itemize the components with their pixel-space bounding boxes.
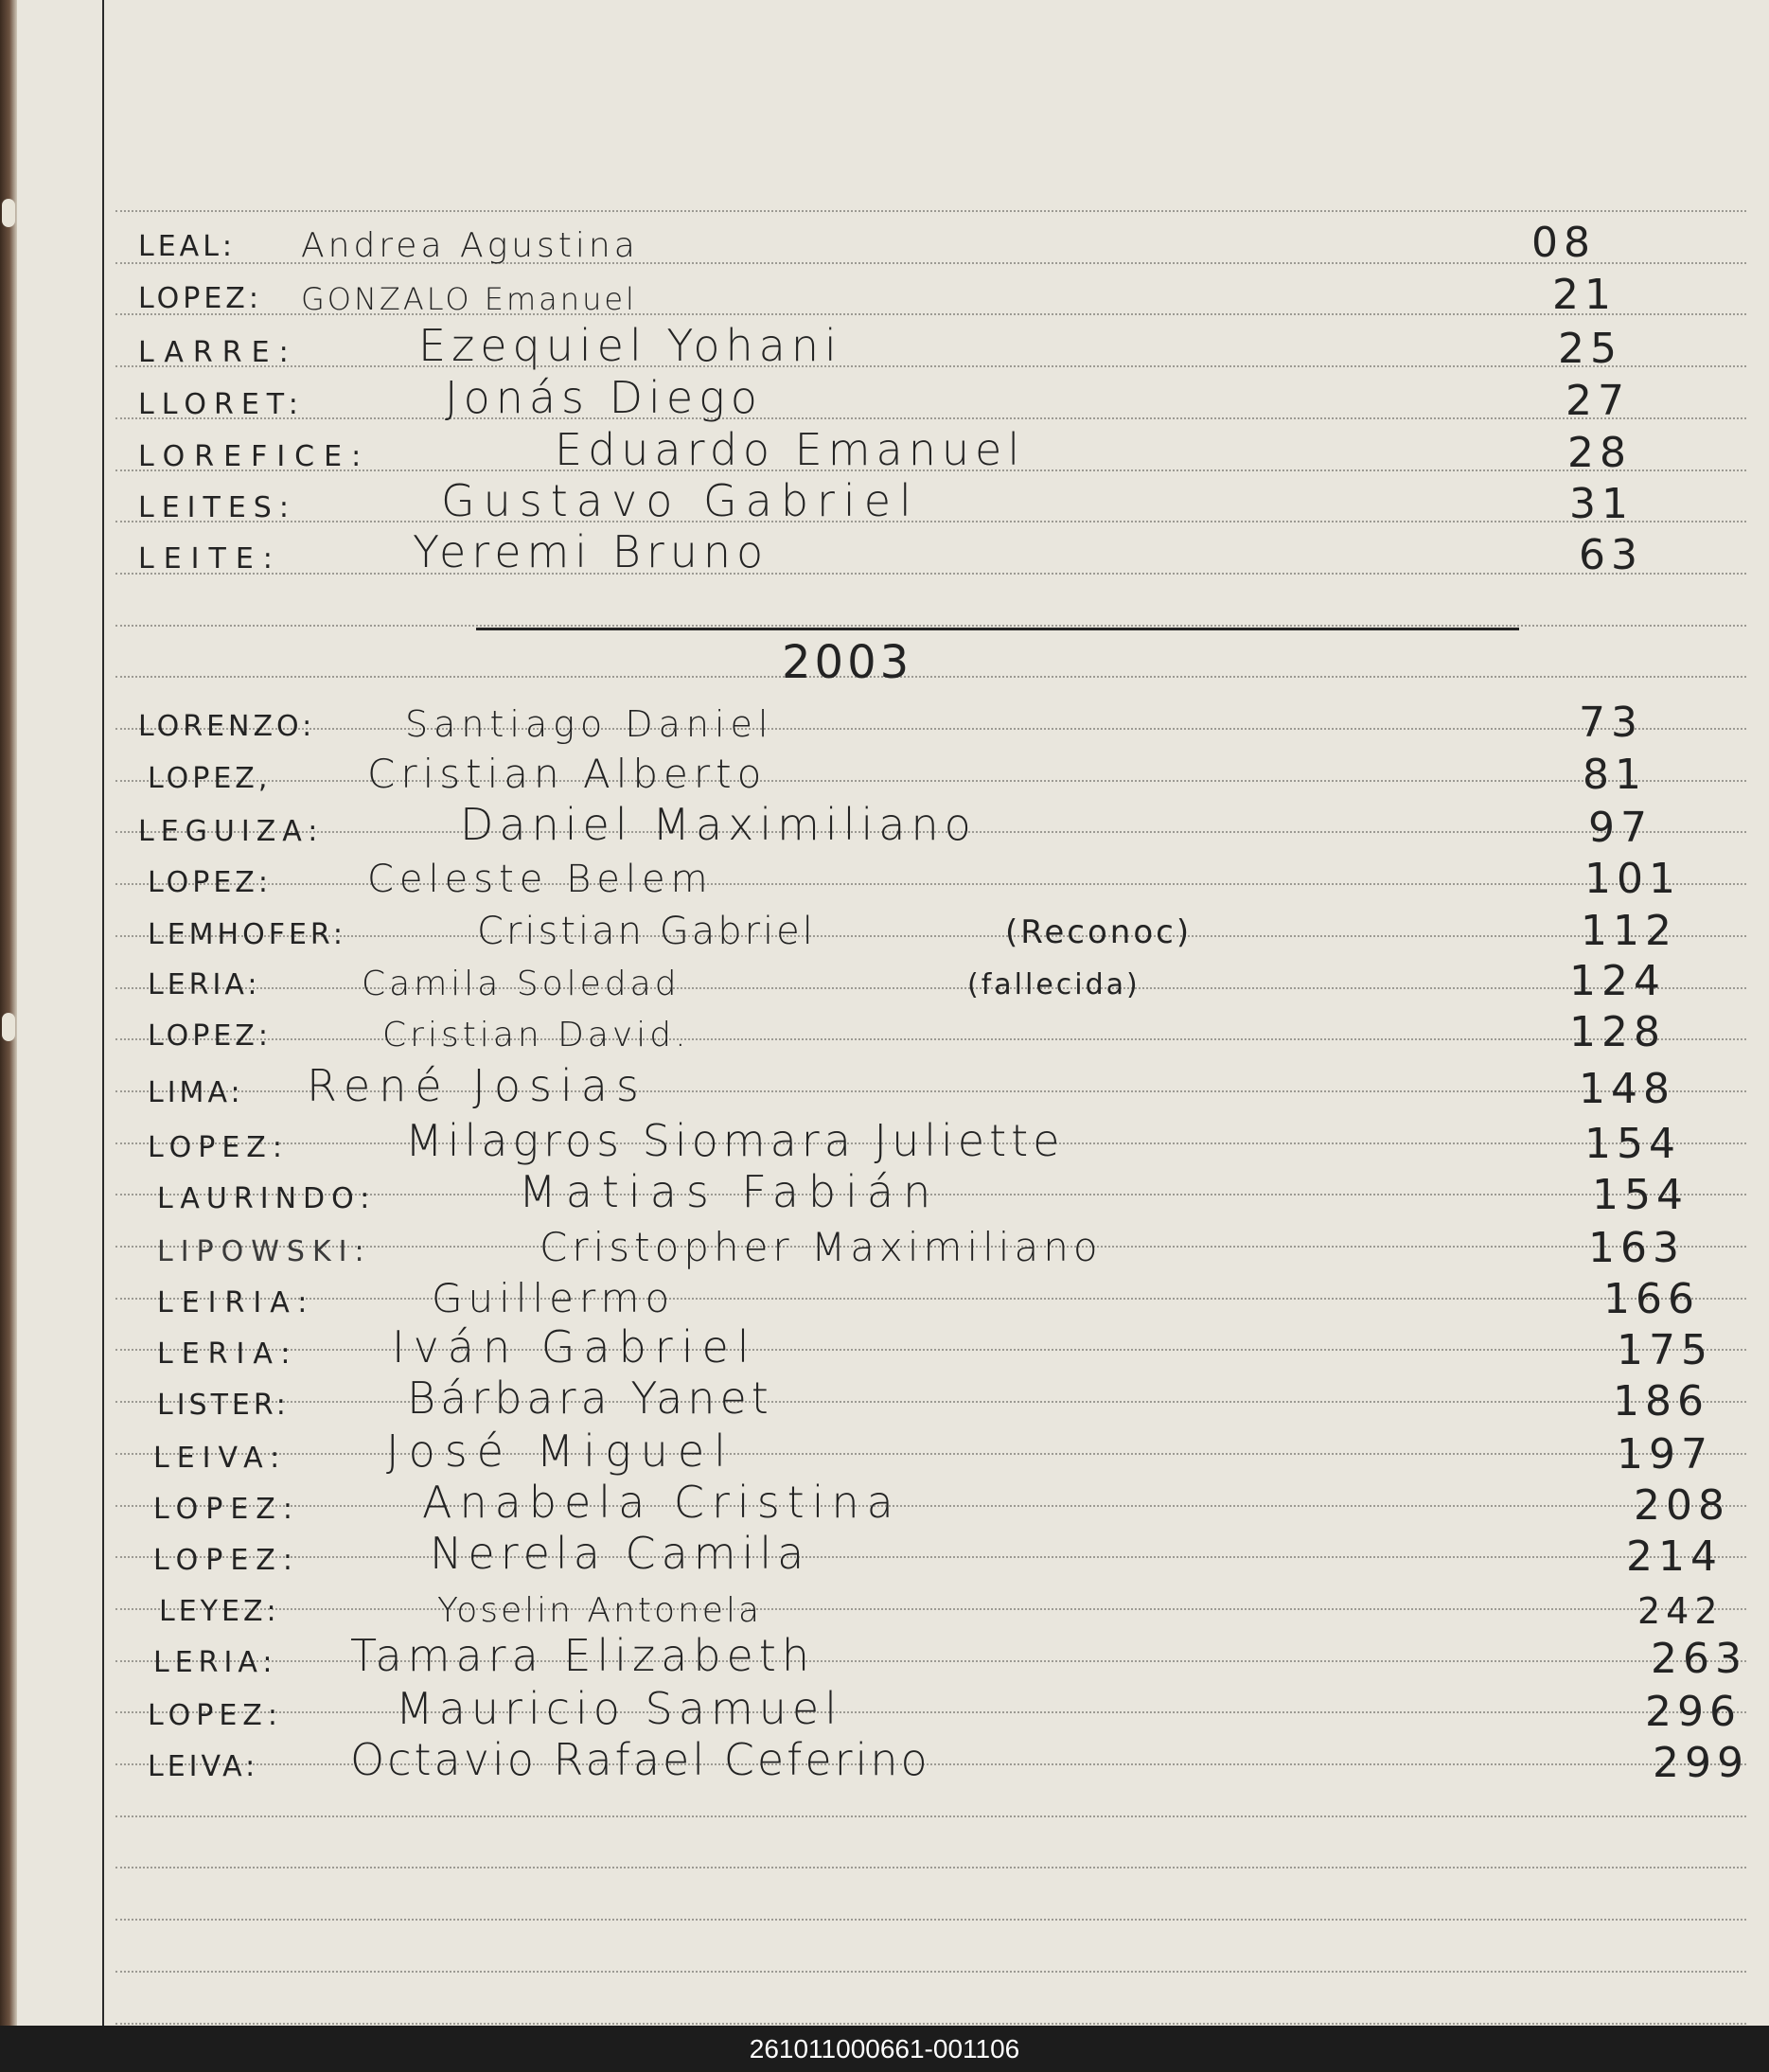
entry-number: 97 [1588,804,1653,852]
entry-surname: LEMHOFER: [148,918,346,951]
entry-number: 186 [1613,1377,1709,1426]
entry-given-names: Milagros Siomara Juliette [405,1115,1065,1166]
list-item [17,1272,1769,1325]
document-id-stamp: 261011000661-001106 [0,2026,1769,2072]
list-item [17,1632,1769,1685]
list-item [17,1581,1769,1634]
list-item [17,528,1769,581]
entry-surname: LEITE: [138,542,282,576]
entry-given-names: Nerela Camila [430,1528,810,1579]
entry-given-names: Iván Gabriel [392,1321,758,1372]
entry-number: 299 [1653,1739,1749,1787]
entry-surname: LOPEZ, [148,762,272,795]
list-item [17,1323,1769,1376]
entry-surname: LORENZO: [138,710,316,743]
entry-number: 73 [1579,699,1643,747]
entry-surname: LOPEZ: [138,282,262,315]
entry-surname: LERIA: [157,1337,299,1371]
entry-given-names: José Miguel [386,1426,735,1477]
entry-surname: LEYEZ: [159,1595,280,1628]
entry-given-names: Tamara Elizabeth [350,1630,816,1681]
entry-number: 112 [1581,907,1677,955]
entry-given-names: Bárbara Yanet [407,1372,773,1424]
entry-surname: LEITES: [138,491,296,524]
entry-number: 63 [1579,531,1643,579]
entry-given-names: Andrea Agustina [301,226,639,265]
entry-surname: LIPOWSKI: [157,1235,372,1268]
list-item [17,1736,1769,1789]
ledger-page [17,0,1769,2026]
entry-given-names: Daniel Maximiliano [460,799,977,850]
entry-given-names: GONZALO Emanuel [301,281,637,317]
entry-number: 101 [1584,855,1681,903]
year-heading: 2003 [782,636,913,689]
list-item [17,1005,1769,1058]
list-item [17,1221,1769,1274]
entry-surname: LISTER: [157,1389,290,1422]
entry-given-names: Cristian Alberto [367,751,768,797]
entry-number: 163 [1588,1224,1685,1272]
list-item [17,216,1769,269]
entry-given-names: Yeremi Bruno [413,526,770,577]
list-item [17,1530,1769,1583]
list-item [17,904,1769,957]
entry-given-names: Cristian David. [382,1016,690,1054]
entry-given-names: Camila Soledad [362,965,681,1003]
list-item [17,1062,1769,1115]
entry-given-names: Santiago Daniel [405,703,774,745]
list-item [17,1479,1769,1532]
entry-number: 242 [1637,1590,1724,1632]
list-item [17,477,1769,530]
entry-surname: LARRE: [138,336,298,369]
entry-given-names: Eduardo Emanuel [555,424,1026,475]
entry-number: 21 [1552,271,1617,319]
entry-given-names: Guillermo [432,1275,676,1321]
binding-ring-icon [2,199,15,227]
entry-given-names: Mauricio Samuel [396,1683,842,1734]
entry-surname: LEIVA: [153,1442,288,1475]
entry-note: (fallecida) [967,968,1141,1001]
entry-surname: LOPEZ: [153,1493,300,1526]
entry-surname: LAURINDO: [157,1182,377,1215]
entry-note: (Reconoc) [1005,913,1193,951]
entry-given-names: Jonás Diego [445,372,763,423]
entry-surname: LEIRIA: [157,1286,316,1319]
entry-given-names: Gustavo Gabriel [441,475,920,526]
entry-number: 154 [1584,1120,1681,1168]
entry-given-names: Anabela Cristina [422,1477,901,1528]
entry-given-names: Cristian Gabriel [477,910,816,953]
entry-number: 25 [1558,325,1622,373]
list-item [17,696,1769,749]
list-item [17,322,1769,375]
entry-surname: LERIA: [153,1646,278,1679]
entry-number: 128 [1569,1008,1666,1056]
entry-given-names: Yoselin Antonela [437,1591,763,1630]
entry-number: 197 [1617,1430,1713,1479]
entry-given-names: Matias Fabián [519,1166,941,1217]
list-item [17,852,1769,905]
entry-number: 28 [1567,429,1632,477]
list-item [17,374,1769,427]
entry-surname: LERIA: [148,968,261,1001]
entry-surname: LOPEZ: [148,866,272,899]
entry-surname: LEGUIZA: [138,815,325,848]
entry-surname: LEAL: [138,230,237,263]
entry-number: 175 [1617,1326,1713,1374]
entry-number: 124 [1569,957,1666,1005]
entry-surname: LIMA: [148,1076,244,1109]
list-item [17,426,1769,479]
list-item [17,1168,1769,1221]
entry-number: 154 [1592,1171,1689,1219]
entry-number: 214 [1626,1532,1723,1581]
entry-given-names: Celeste Belem [367,858,714,901]
notebook-binding [0,0,17,2026]
list-item [17,1117,1769,1170]
entry-surname: LOREFICE: [138,440,371,473]
entry-surname: LEIVA: [148,1750,259,1783]
entry-given-names: Ezequiel Yohani [418,320,842,371]
entry-number: 08 [1531,219,1596,267]
binding-ring-icon [2,1013,15,1041]
list-item [17,801,1769,854]
entry-number: 148 [1579,1065,1675,1113]
entry-number: 31 [1569,480,1634,528]
list-item [17,1685,1769,1738]
list-item [17,1427,1769,1480]
entry-number: 166 [1603,1275,1700,1323]
entry-surname: LOPEZ: [148,1019,272,1053]
list-item [17,268,1769,321]
entry-number: 208 [1634,1481,1730,1530]
entry-given-names: René Josias [307,1060,647,1111]
list-item [17,748,1769,801]
entry-list [17,0,1769,2026]
entry-given-names: Octavio Rafael Ceferino [350,1734,930,1785]
entry-given-names: Cristopher Maximiliano [540,1224,1103,1270]
entry-number: 296 [1645,1688,1742,1736]
entry-surname: LOPEZ: [148,1699,283,1732]
entry-number: 81 [1583,751,1647,799]
entry-surname: LOPEZ: [153,1544,300,1577]
entry-surname: LOPEZ: [148,1131,289,1164]
list-item [17,954,1769,1007]
list-item [17,1374,1769,1427]
entry-number: 27 [1566,377,1630,425]
year-divider [476,628,1519,630]
entry-surname: LLORET: [138,388,306,421]
entry-number: 263 [1651,1635,1747,1683]
